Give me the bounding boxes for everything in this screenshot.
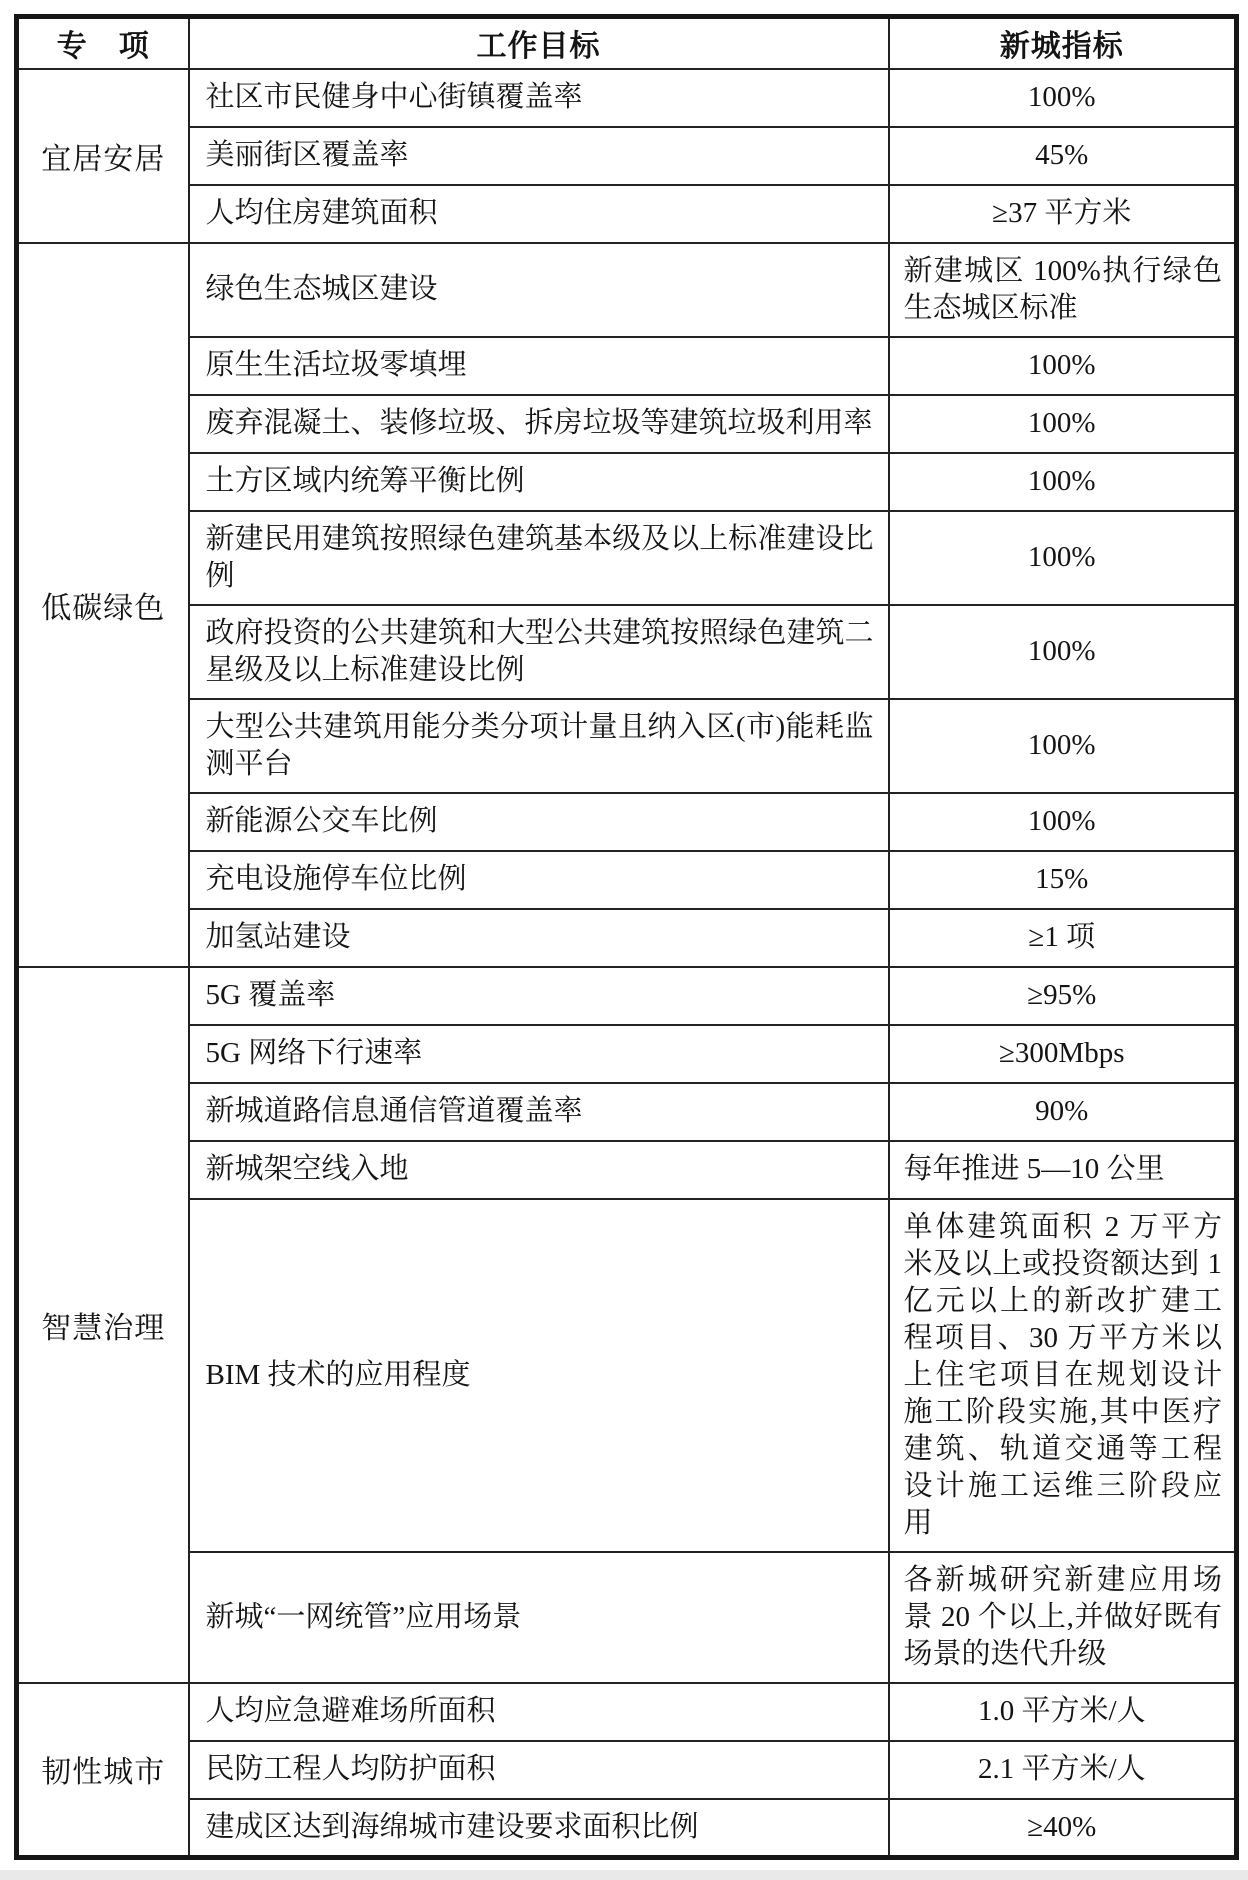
table-row bbox=[17, 511, 1237, 605]
goal-cell: BIM 技术的应用程度 bbox=[189, 1199, 889, 1552]
table-row bbox=[17, 1799, 1237, 1858]
target-cell: 100% bbox=[889, 395, 1237, 453]
category-cell: 宜居安居 bbox=[17, 69, 189, 243]
target-cell: 45% bbox=[889, 127, 1237, 185]
goal-cell: 废弃混凝土、装修垃圾、拆房垃圾等建筑垃圾利用率 bbox=[189, 395, 889, 453]
table-row bbox=[17, 337, 1237, 395]
table-row bbox=[17, 1552, 1237, 1683]
table-row bbox=[17, 851, 1237, 909]
target-cell: 90% bbox=[889, 1083, 1237, 1141]
table-header bbox=[17, 17, 1237, 69]
goal-cell: 社区市民健身中心街镇覆盖率 bbox=[189, 69, 889, 127]
target-cell: ≥37 平方米 bbox=[889, 185, 1237, 243]
target-cell: 100% bbox=[889, 511, 1237, 605]
column-header-goal: 工作目标 bbox=[189, 17, 889, 69]
goal-cell: 新城架空线入地 bbox=[189, 1141, 889, 1199]
category-cell: 低碳绿色 bbox=[17, 243, 189, 967]
table-row bbox=[17, 1083, 1237, 1141]
table-row bbox=[17, 1741, 1237, 1799]
table-row bbox=[17, 1683, 1237, 1741]
table-row bbox=[17, 395, 1237, 453]
target-cell: 2.1 平方米/人 bbox=[889, 1741, 1237, 1799]
table-body bbox=[17, 69, 1237, 1858]
target-cell: 每年推进 5—10 公里 bbox=[889, 1141, 1237, 1199]
goal-cell: 土方区域内统筹平衡比例 bbox=[189, 453, 889, 511]
target-cell: ≥300Mbps bbox=[889, 1025, 1237, 1083]
goal-cell: 民防工程人均防护面积 bbox=[189, 1741, 889, 1799]
goal-cell: 充电设施停车位比例 bbox=[189, 851, 889, 909]
goal-cell: 新建民用建筑按照绿色建筑基本级及以上标准建设比例 bbox=[189, 511, 889, 605]
goal-cell: 新城道路信息通信管道覆盖率 bbox=[189, 1083, 889, 1141]
table-row bbox=[17, 1025, 1237, 1083]
target-cell: 100% bbox=[889, 793, 1237, 851]
target-cell: 新建城区 100%执行绿色生态城区标准 bbox=[889, 243, 1237, 337]
goal-cell: 人均住房建筑面积 bbox=[189, 185, 889, 243]
goal-cell: 美丽街区覆盖率 bbox=[189, 127, 889, 185]
table-row bbox=[17, 127, 1237, 185]
target-cell: 100% bbox=[889, 605, 1237, 699]
goal-cell: 新城“一网统管”应用场景 bbox=[189, 1552, 889, 1683]
target-cell: 100% bbox=[889, 699, 1237, 793]
table-row bbox=[17, 967, 1237, 1025]
table-row bbox=[17, 909, 1237, 967]
target-cell: 100% bbox=[889, 337, 1237, 395]
goal-cell: 新能源公交车比例 bbox=[189, 793, 889, 851]
column-header-category: 专 项 bbox=[17, 17, 189, 69]
target-cell: ≥40% bbox=[889, 1799, 1237, 1858]
table-row bbox=[17, 185, 1237, 243]
goal-cell: 5G 网络下行速率 bbox=[189, 1025, 889, 1083]
column-header-target: 新城指标 bbox=[889, 17, 1237, 69]
goal-cell: 大型公共建筑用能分类分项计量且纳入区(市)能耗监测平台 bbox=[189, 699, 889, 793]
table-row bbox=[17, 793, 1237, 851]
target-cell: 100% bbox=[889, 453, 1237, 511]
category-cell: 韧性城市 bbox=[17, 1683, 189, 1858]
target-cell: 单体建筑面积 2 万平方米及以上或投资额达到 1 亿元以上的新改扩建工程项目、30 万平方米以上住宅项目在规划设计施工阶段实施,其中医疗建筑、轨道交通等工程设计施工运维三阶段应用 bbox=[889, 1199, 1237, 1552]
table-row bbox=[17, 69, 1237, 127]
target-cell: 15% bbox=[889, 851, 1237, 909]
goal-cell: 政府投资的公共建筑和大型公共建筑按照绿色建筑二星级及以上标准建设比例 bbox=[189, 605, 889, 699]
table-row bbox=[17, 699, 1237, 793]
goal-cell: 5G 覆盖率 bbox=[189, 967, 889, 1025]
header-row bbox=[17, 17, 1237, 69]
goal-cell: 绿色生态城区建设 bbox=[189, 243, 889, 337]
table-row bbox=[17, 243, 1237, 337]
target-cell: 各新城研究新建应用场景 20 个以上,并做好既有场景的迭代升级 bbox=[889, 1552, 1237, 1683]
table-row bbox=[17, 1199, 1237, 1552]
table-row bbox=[17, 1141, 1237, 1199]
scan-edge-artifact bbox=[0, 1870, 1248, 1880]
target-cell: ≥1 项 bbox=[889, 909, 1237, 967]
table-row bbox=[17, 605, 1237, 699]
target-cell: 1.0 平方米/人 bbox=[889, 1683, 1237, 1741]
goal-cell: 建成区达到海绵城市建设要求面积比例 bbox=[189, 1799, 889, 1858]
target-cell: 100% bbox=[889, 69, 1237, 127]
goal-cell: 原生生活垃圾零填埋 bbox=[189, 337, 889, 395]
target-cell: ≥95% bbox=[889, 967, 1237, 1025]
indicator-table bbox=[14, 14, 1239, 1860]
goal-cell: 加氢站建设 bbox=[189, 909, 889, 967]
goal-cell: 人均应急避难场所面积 bbox=[189, 1683, 889, 1741]
table-row bbox=[17, 453, 1237, 511]
category-cell: 智慧治理 bbox=[17, 967, 189, 1683]
